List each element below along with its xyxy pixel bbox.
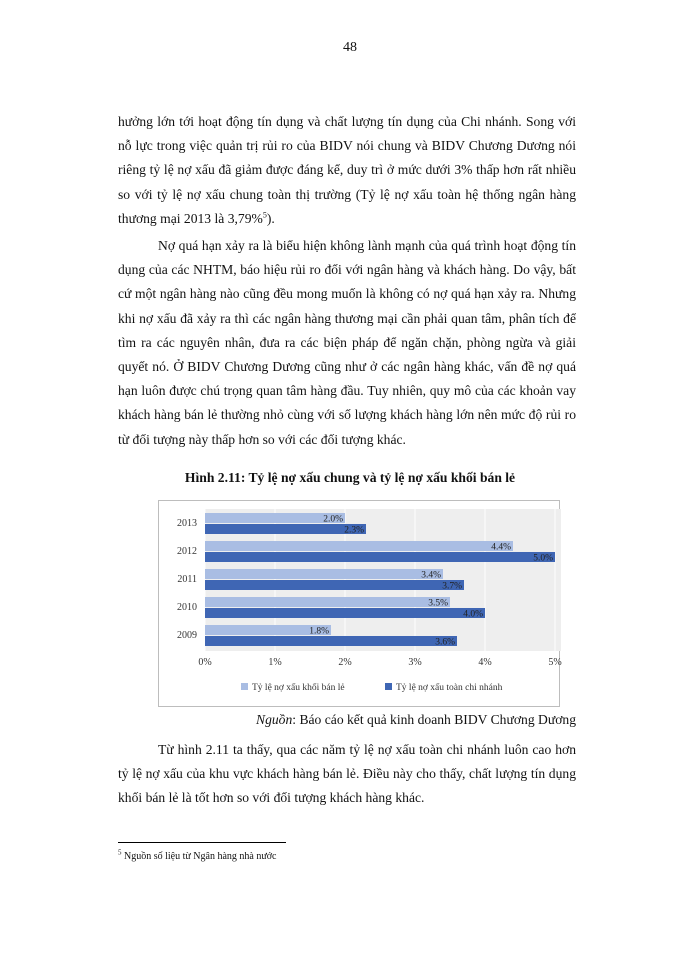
paragraph-3-text: Từ hình 2.11 ta thấy, qua các năm tỷ lệ nợ xấu toàn chi nhánh luôn cao hơn tỷ lệ nợ xấu của khu vực khách hàng bán lẻ. Điều này cho thấy, chất lượng tín dụng khối bán lẻ là tốt hơn so với đối tượng khách hàng khác. [118, 742, 576, 806]
data-label: 3.7% [442, 581, 462, 592]
x-tick-label: 5% [548, 657, 562, 668]
y-tick-label: 2013 [177, 518, 197, 529]
bar [205, 524, 366, 534]
paragraph-3 [118, 738, 576, 811]
y-tick-label: 2009 [177, 630, 197, 641]
y-tick-label: 2012 [177, 546, 197, 557]
bar [205, 552, 555, 562]
legend-label: Tỷ lệ nợ xấu khối bán lẻ [252, 683, 345, 693]
paragraph-2-text: Nợ quá hạn xảy ra là biểu hiện không lành mạnh của quá trình hoạt động tín dụng của các NHTM, báo hiệu rủi ro đối với ngân hàng và khách hàng. Do vậy, bất cứ một ngân hàng nào cũng đều mong muốn là không có nợ quá hạn xảy ra. Nhưng khi nợ xấu đã xảy ra thì các ngân hàng thương mại cần phải quan tâm, phân tích để tìm ra các nguyên nhân, đưa ra các biện pháp để ngăn chặn, phòng ngừa và giải quyết nó. Ở BIDV Chương Dương cũng như ở các ngân hàng khác, vấn đề nợ quá hạn luôn được chú trọng quan tâm hàng đầu. Tuy nhiên, quy mô của các khoản vay khách hàng bán lẻ thường nhỏ cùng với số lượng khách hàng lớn nên mức độ rủi ro từ đối tượng này thấp hơn so với các đối tượng khác. [118, 238, 576, 447]
data-label: 4.0% [463, 609, 483, 620]
nplratio-bar-chart [159, 501, 562, 706]
x-tick-label: 4% [478, 657, 492, 668]
data-label: 2.3% [344, 525, 364, 536]
data-label: 3.6% [435, 637, 455, 648]
source-label: Nguồn [256, 712, 293, 727]
legend-swatch [241, 683, 248, 690]
x-tick-label: 3% [408, 657, 422, 668]
paragraph-1 [118, 110, 576, 231]
x-tick-label: 1% [268, 657, 282, 668]
page-number: 48 [343, 40, 357, 55]
paragraph-1-text: hưởng lớn tới hoạt động tín dụng và chất lượng tín dụng của Chi nhánh. Song với nỗ lực trong việc quản trị rủi ro của BIDV nói chung và BIDV Chương Dương nói riêng tỷ lệ nợ xấu đã giảm được đáng kể, duy trì ở mức dưới 3% thấp hơn rất nhiều so với tỷ lệ nợ xấu chung toàn thị trường (Tỷ lệ nợ xấu toàn hệ thống ngân hàng thương mại 2013 là 3,79% [118, 114, 576, 226]
data-label: 5.0% [533, 553, 553, 564]
bar [205, 580, 464, 590]
legend-label: Tỷ lệ nợ xấu toàn chi nhánh [396, 683, 503, 693]
y-tick-label: 2010 [177, 602, 197, 613]
paragraph-1-end: ). [266, 210, 275, 226]
bar [205, 597, 450, 607]
chart-frame [158, 500, 560, 707]
data-label: 1.8% [309, 626, 329, 637]
data-label: 2.0% [323, 514, 343, 525]
footnote-number: 5 [118, 848, 122, 857]
legend-swatch [385, 683, 392, 690]
data-label: 4.4% [491, 542, 511, 553]
paragraph-2 [118, 234, 576, 452]
bar [205, 569, 443, 579]
source-line [256, 712, 576, 728]
bar [205, 541, 513, 551]
footnote-reference: 5 [262, 210, 267, 220]
x-tick-label: 2% [338, 657, 352, 668]
bar [205, 608, 485, 618]
footnote [118, 848, 277, 862]
data-label: 3.5% [428, 598, 448, 609]
source-text: : Báo cáo kết quả kinh doanh BIDV Chương Dương [292, 712, 576, 727]
data-label: 3.4% [421, 570, 441, 581]
x-tick-label: 0% [198, 657, 212, 668]
footnote-text: Nguồn số liệu từ Ngân hàng nhà nước [121, 851, 277, 862]
bar [205, 636, 457, 646]
figure-caption: Hình 2.11: Tỷ lệ nợ xấu chung và tỷ lệ nợ xấu khối bán lẻ [184, 470, 516, 485]
y-tick-label: 2011 [177, 574, 197, 585]
footnote-rule [118, 842, 286, 843]
